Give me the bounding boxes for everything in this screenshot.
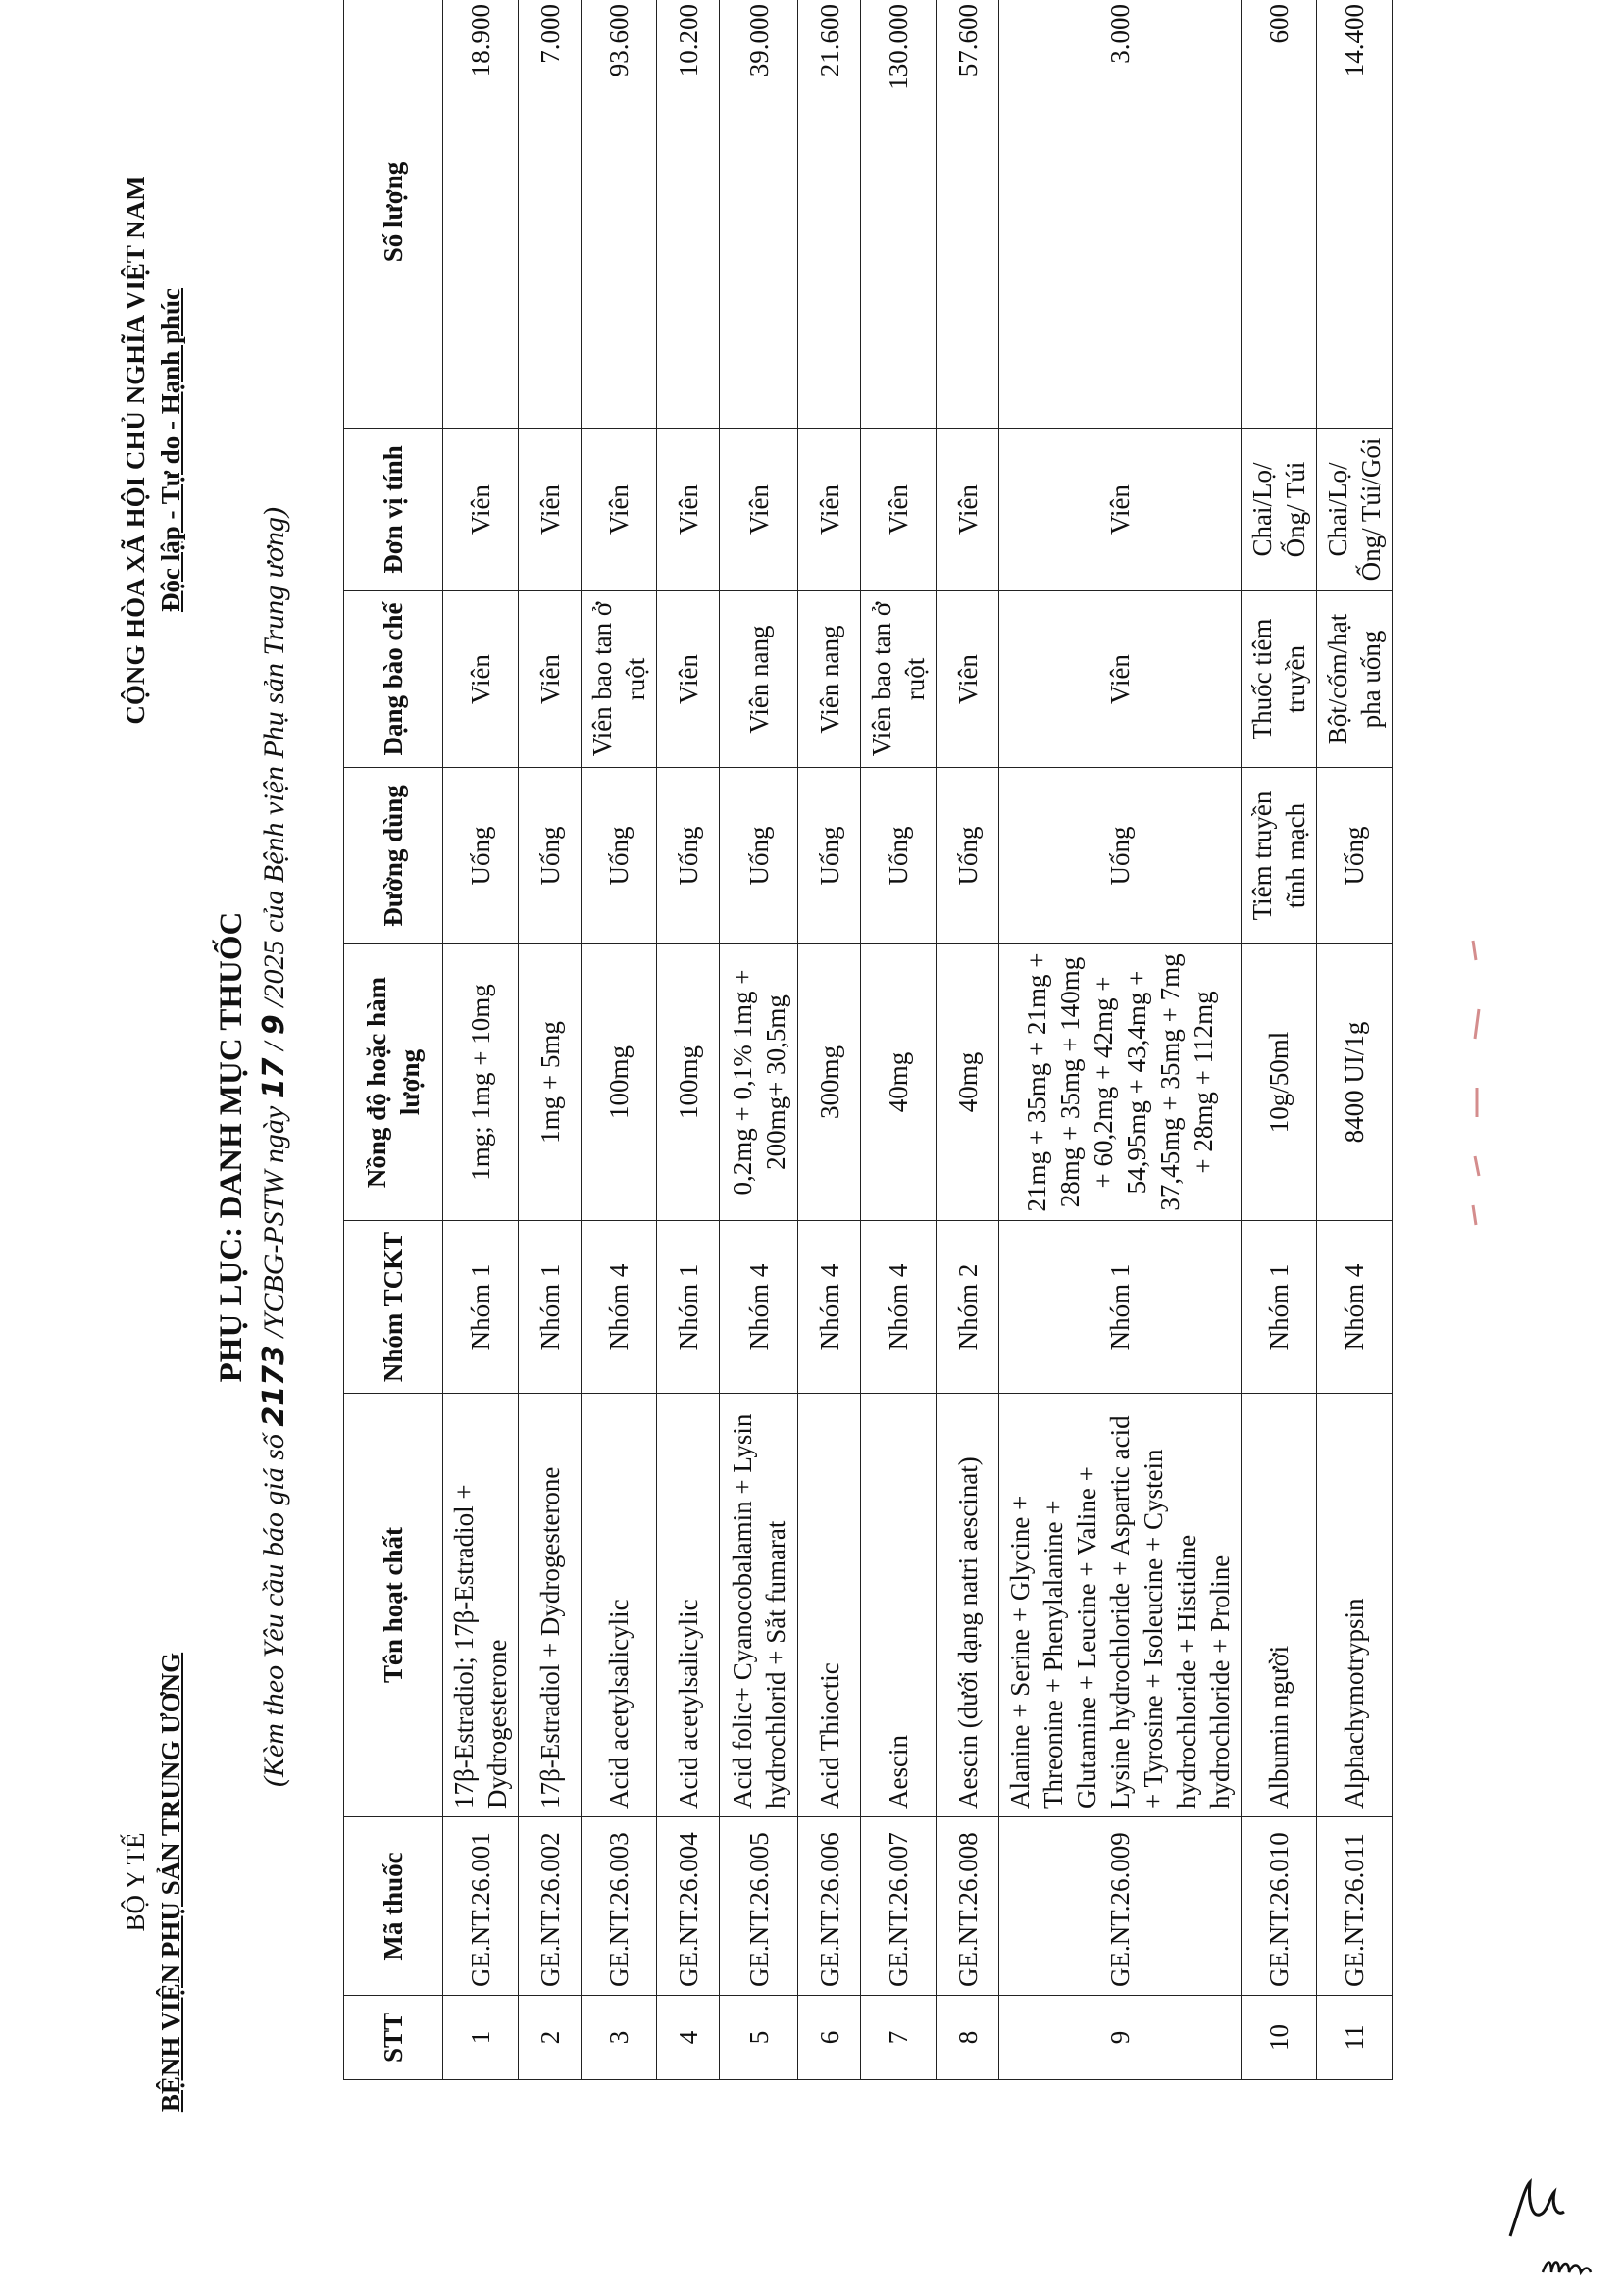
cell-code: GE.NT.26.006 [798,1817,861,1996]
table-row [519,0,582,2080]
cell-route: Uống [720,768,798,944]
signature-mark [1500,2167,1569,2246]
cell-stt: 4 [657,1996,720,2080]
cell-strength: 40mg [861,944,937,1221]
cell-strength: 1mg + 5mg [519,944,582,1221]
col-header-code: Mã thuốc [344,1817,443,1996]
cell-strength: 8400 UI/1g [1317,944,1393,1221]
cell-qty: 18.900 [443,0,519,429]
faint-stamp-marks [1461,901,1491,1235]
cell-code: GE.NT.26.011 [1317,1817,1393,1996]
table-row [1317,0,1393,2080]
drug-list-table [343,0,1393,2080]
cell-stt: 9 [999,1996,1242,2080]
table-row [999,0,1242,2080]
cell-form: Viên nang [720,591,798,768]
hospital-name: BỆNH VIỆN PHỤ SẢN TRUNG ƯƠNG [156,1652,185,2113]
col-header-route: Đường dùng [344,768,443,944]
cell-route: Uống [519,768,582,944]
cell-form: Viên [443,591,519,768]
cell-group: Nhóm 4 [720,1221,798,1394]
cell-qty: 3.000 [999,0,1242,429]
cell-name: Alanine + Serine + Glycine + Threonine + Phenylalanine + Glutamine + Leucine + Valine + Lysine hydrochloride + Aspartic acid + Tyrosine + Isoleucine + Cystein hydrochloride + Histidine hydrochloride + Proline [999,1394,1242,1817]
cell-strength: 10g/50ml [1242,944,1317,1221]
cell-route: Uống [1317,768,1393,944]
cell-unit: Viên [519,429,582,591]
cell-strength: 300mg [798,944,861,1221]
cell-name: Aescin (dưới dạng natri aescinat) [937,1394,999,1817]
cell-name: Albumin người [1242,1394,1317,1817]
cell-strength: 100mg [657,944,720,1221]
cell-name: Acid folic+ Cyanocobalamin + Lysin hydrochlorid + Sắt fumarat [720,1394,798,1817]
cell-strength: 0,2mg + 0,1% 1mg + 200mg+ 30,5mg [720,944,798,1221]
cell-qty: 130.000 [861,0,937,429]
cell-group: Nhóm 4 [798,1221,861,1394]
subtitle-mid: /YCBG-PSTW ngày [258,1105,290,1338]
cell-name: Aescin [861,1394,937,1817]
cell-code: GE.NT.26.001 [443,1817,519,1996]
table-row [937,0,999,2080]
table-row [443,0,519,2080]
org-header [118,1627,188,2137]
cell-unit: Viên [937,429,999,591]
table-row [582,0,657,2080]
cell-stt: 6 [798,1996,861,2080]
cell-group: Nhóm 1 [1242,1221,1317,1394]
date-separator: / [258,1042,290,1050]
ministry-name: BỘ Y TẾ [121,1832,150,1932]
cell-code: GE.NT.26.002 [519,1817,582,1996]
cell-stt: 2 [519,1996,582,2080]
cell-unit: Viên [443,429,519,591]
initials-mark [1540,2251,1594,2280]
document-subtitle [257,0,291,2294]
cell-group: Nhóm 4 [861,1221,937,1394]
cell-stt: 5 [720,1996,798,2080]
cell-group: Nhóm 4 [1317,1221,1393,1394]
cell-route: Tiêm truyền tĩnh mạch [1242,768,1317,944]
cell-form: Viên bao tan ở ruột [582,591,657,768]
cell-unit: Chai/Lọ/Ống/ Túi/Gói [1317,429,1393,591]
cell-route: Uống [798,768,861,944]
cell-stt: 3 [582,1996,657,2080]
cell-qty: 14.400 [1317,0,1393,429]
table-body [443,0,1393,2080]
cell-route: Uống [443,768,519,944]
cell-group: Nhóm 1 [519,1221,582,1394]
col-header-group: Nhóm TCKT [344,1221,443,1394]
cell-name: 17β-Estradiol + Dydrogesterone [519,1394,582,1817]
cell-route: Uống [657,768,720,944]
table-row [861,0,937,2080]
cell-strength: 40mg [937,944,999,1221]
col-header-name: Tên hoạt chất [344,1394,443,1817]
subtitle-prefix: (Kèm theo Yêu cầu báo giá số [258,1434,290,1788]
cell-unit: Viên [999,429,1242,591]
cell-name: Acid acetylsalicylic [582,1394,657,1817]
request-number: 2173 [257,1345,291,1427]
table-row [657,0,720,2080]
cell-name: Alphachymotrypsin [1317,1394,1393,1817]
table-row [720,0,798,2080]
cell-group: Nhóm 1 [443,1221,519,1394]
cell-code: GE.NT.26.007 [861,1817,937,1996]
cell-unit: Viên [720,429,798,591]
cell-group: Nhóm 4 [582,1221,657,1394]
cell-code: GE.NT.26.008 [937,1817,999,1996]
cell-code: GE.NT.26.004 [657,1817,720,1996]
cell-stt: 7 [861,1996,937,2080]
cell-route: Uống [582,768,657,944]
cell-qty: 600 [1242,0,1317,429]
cell-unit: Chai/Lọ/Ống/ Túi [1242,429,1317,591]
cell-unit: Viên [798,429,861,591]
cell-form: Viên [519,591,582,768]
cell-qty: 10.200 [657,0,720,429]
cell-name: 17β-Estradiol; 17β-Estradiol + Dydrogesterone [443,1394,519,1817]
cell-form: Viên [937,591,999,768]
cell-name: Acid Thioctic [798,1394,861,1817]
cell-strength: 100mg [582,944,657,1221]
request-day: 17 [257,1057,291,1099]
col-header-strength: Nồng độ hoặc hàm lượng [344,944,443,1221]
table-row [1242,0,1317,2080]
cell-qty: 93.600 [582,0,657,429]
cell-route: Uống [999,768,1242,944]
cell-name: Acid acetylsalicylic [657,1394,720,1817]
cell-strength: 1mg; 1mg + 10mg [443,944,519,1221]
cell-form: Viên [657,591,720,768]
cell-stt: 11 [1317,1996,1393,2080]
cell-code: GE.NT.26.005 [720,1817,798,1996]
cell-code: GE.NT.26.010 [1242,1817,1317,1996]
col-header-qty: Số lượng [344,0,443,429]
cell-stt: 10 [1242,1996,1317,2080]
cell-route: Uống [937,768,999,944]
cell-route: Uống [861,768,937,944]
cell-form: Viên bao tan ở ruột [861,591,937,768]
cell-unit: Viên [657,429,720,591]
cell-qty: 57.600 [937,0,999,429]
document-title: PHỤ LỤC: DANH MỤC THUỐC [214,911,249,1383]
cell-unit: Viên [582,429,657,591]
col-header-unit: Đơn vị tính [344,429,443,591]
col-header-stt: STT [344,1996,443,2080]
cell-group: Nhóm 1 [999,1221,1242,1394]
cell-unit: Viên [861,429,937,591]
table-row [798,0,861,2080]
national-header [118,136,188,764]
cell-form: Bột/cốm/hạt pha uống [1317,591,1393,768]
cell-code: GE.NT.26.003 [582,1817,657,1996]
cell-qty: 21.600 [798,0,861,429]
cell-qty: 39.000 [720,0,798,429]
cell-strength: 21mg + 35mg + 21mg + 28mg + 35mg + 140mg + 60,2mg + 42mg + 54,95mg + 43,4mg + 37,45mg + 35mg + 7mg + 28mg + 112mg [999,944,1242,1221]
cell-form: Viên [999,591,1242,768]
cell-form: Thuốc tiêm truyền [1242,591,1317,768]
request-month: 9 [257,1014,291,1036]
cell-stt: 8 [937,1996,999,2080]
cell-stt: 1 [443,1996,519,2080]
country-name: CỘNG HÒA XÃ HỘI CHỦ NGHĨA VIỆT NAM [121,176,150,725]
col-header-form: Dạng bào chế [344,591,443,768]
cell-group: Nhóm 2 [937,1221,999,1394]
national-motto: Độc lập - Tự do - Hạnh phúc [156,287,185,613]
cell-form: Viên nang [798,591,861,768]
cell-qty: 7.000 [519,0,582,429]
subtitle-suffix: /2025 của Bệnh viện Phụ sản Trung ương) [258,506,290,1007]
table-header-row [344,0,443,2080]
cell-code: GE.NT.26.009 [999,1817,1242,1996]
cell-group: Nhóm 1 [657,1221,720,1394]
